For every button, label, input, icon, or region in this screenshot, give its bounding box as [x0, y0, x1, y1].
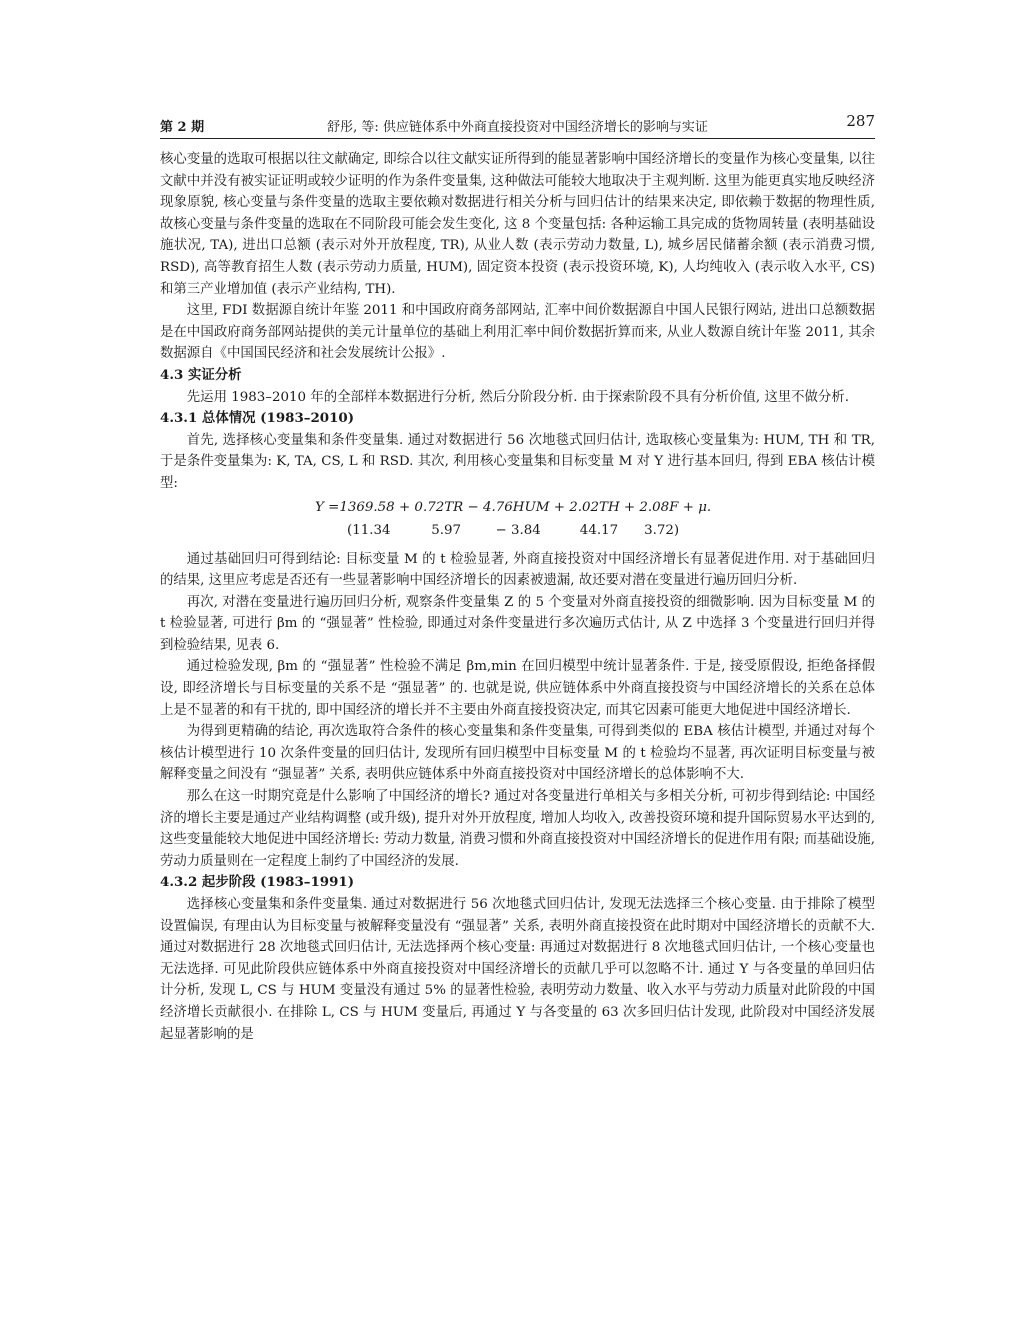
subsection-heading-4-3-1: 4.3.1 总体情况 (1983–2010): [160, 410, 355, 427]
paragraph-strong-significance-test: 通过检验发现, βm 的 “强显著” 性检验不满足 βm,min 在回归模型中统计显著条件. 于是, 接受原假设, 拒绝备择假设, 即经济增长与目标变量的关系不是 “强显著” 的. 也就是说, 供应链体系中外商直接投资与中国经济增长的关系在总体上是不显著的和有干扰的, 即中国经济的增长并不主要由外商直接投资决定, 而其它因素可能更大地促进中国经济增长.: [160, 659, 875, 718]
running-title: 舒彤, 等: 供应链体系中外商直接投资对中国经济增长的影响与实证: [327, 120, 708, 135]
paragraph-refined-conclusion: 为得到更精确的结论, 再次选取符合条件的核心变量集和条件变量集, 可得到类似的 EBA 核估计模型, 并通过对每个核估计模型进行 10 次条件变量的回归估计, 发现所有回归模型中目标变量 M 的 t 检验均不显著, 再次证明目标变量与被解释变量之间没有 “强显著” 关系, 表明供应链体系中外商直接投资对中国经济增长的总体影响不大.: [160, 724, 875, 783]
paper-page: [160, 112, 875, 1045]
t-value: − 3.84: [495, 522, 541, 538]
paragraph-initial-stage: 选择核心变量集和条件变量集. 通过对数据进行 56 次地毯式回归估计, 发现无法选择三个核心变量. 由于排除了模型设置偏误, 有理由认为目标变量与被解释变量没有 “强显著” 关系, 表明外商直接投资在此时期对中国经济增长的贡献不大. 通过对数据进行 28 次地毯式回归估计, 无法选择两个核心变量: 再通过对数据进行 8 次地毯式回归估计, 一个核心变量也无法选择. 可见此阶段供应链体系中外商直接投资对中国经济增长的贡献几乎可以忽略不计. 通过 Y 与各变量的单回归估计分析, 发现 L, CS 与 HUM 变量没有通过 5% 的显著性检验, 表明劳动力数量、收入水平与劳动力质量对此阶段的中国经济增长贡献很小. 在排除 L, CS 与 HUM 变量后, 再通过 Y 与各变量的 63 次多回归估计发现, 此阶段对中国经济发展起显著影响的是: [160, 897, 875, 1042]
running-header: [160, 112, 875, 136]
paragraph-growth-factors: 那么在这一时期究竟是什么影响了中国经济的增长? 通过对各变量进行单相关与多相关分析, 可初步得到结论: 中国经济的增长主要是通过产业结构调整 (或升级), 提升对外开放程度, 增加人均收入, 改善投资环境和提升国际贸易水平达到的, 这些变量能较大地促进中国经济增长: 劳动力数量, 消费习惯和外商直接投资对中国经济增长的促进作用有限; 而基础设施, 劳动力质量则在一定程度上制约了中国经济的发展.: [160, 789, 875, 869]
header-rule: [160, 138, 875, 139]
section-heading-4-3: 4.3 实证分析: [160, 366, 242, 383]
issue-label: 第 2 期: [160, 120, 205, 135]
t-value: (11.34: [347, 522, 391, 538]
paragraph-base-regression: 通过基础回归可得到结论: 目标变量 M 的 t 检验显著, 外商直接投资对中国经济增长有显著促进作用. 对于基础回归的结果, 这里应考虑是否还有一些显著影响中国经济增长的因素被遗漏, 故还要对潜在变量进行遍历回归分析.: [160, 551, 875, 589]
eba-equation: Y =1369.58 + 0.72TR − 4.76HUM + 2.02TH + 2.08F + μ.: [315, 499, 712, 515]
subsection-heading-4-3-2: 4.3.2 起步阶段 (1983–1991): [160, 874, 355, 891]
t-value: 44.17: [579, 522, 619, 538]
t-value: 5.97: [431, 522, 462, 538]
paragraph-analysis-intro: 先运用 1983–2010 年的全部样本数据进行分析, 然后分阶段分析. 由于探索阶段不具有分析价值, 这里不做分析.: [186, 389, 849, 405]
t-statistics-row: [160, 519, 875, 543]
paragraph-core-set-selection: 首先, 选择核心变量集和条件变量集. 通过对数据进行 56 次地毯式回归估计, 选取核心变量集为: HUM, TH 和 TR, 于是条件变量集为: K, TA, CS, L 和 RSD. 其次, 利用核心变量集和目标变量 M 对 Y 进行基本回归, 得到 EBA 核估计模型:: [160, 432, 875, 491]
paragraph-data-sources: 这里, FDI 数据源自统计年鉴 2011 和中国政府商务部网站, 汇率中间价数据源自中国人民银行网站, 进出口总额数据是在中国政府商务部网站提供的美元计量单位的基础上利用汇率中间价数据折算而来, 从业人数源自统计年鉴 2011, 其余数据源自《中国国民经济和社会发展统计公报》.: [160, 303, 875, 362]
t-value: 3.72): [644, 522, 680, 538]
paragraph-core-variables: 核心变量的选取可根据以往文献确定, 即综合以往文献实证所得到的能显著影响中国经济增长的变量作为核心变量集, 以往文献中并没有被实证证明或较少证明的作为条件变量集, 这种做法可能较大地取决于主观判断. 这里为能更真实地反映经济现象原貌, 核心变量与条件变量的选取主要依赖对数据进行相关分析与回归估计的结果来决定, 即依赖于数据的物理性质, 故核心变量与条件变量的选取在不同阶段可能会发生变化, 这 8 个变量包括: 各种运输工具完成的货物周转量 (表明基础设施状况, TA), 进出口总额 (表示对外开放程度, TR), 从业人数 (表示劳动力数量, L), 城乡居民储蓄余额 (表示消费习惯, RSD), 高等教育招生人数 (表示劳动力质量, HUM), 固定资本投资 (表示投资环境, K), 人均纯收入 (表示收入水平, CS) 和第三产业增加值 (表示产业结构, TH).: [160, 152, 875, 297]
page-number: 287: [846, 112, 875, 130]
paragraph-traversal-regression: 再次, 对潜在变量进行遍历回归分析, 观察条件变量集 Z 的 5 个变量对外商直接投资的细微影响. 因为目标变量 M 的 t 检验显著, 可进行 βm 的 “强显著” 性检验, 即通过对条件变量进行多次遍历式估计, 从 Z 中选择 3 个变量进行回归并得到检验结果, 见表 6.: [160, 594, 875, 653]
